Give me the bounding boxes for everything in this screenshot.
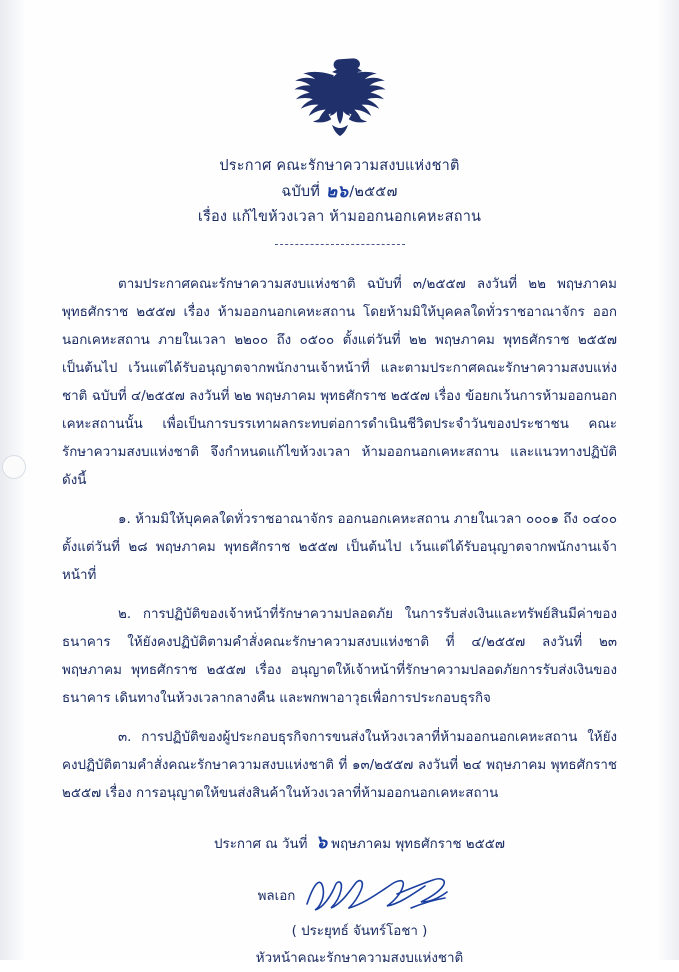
signature-mark bbox=[301, 874, 451, 920]
issue-suffix: /๒๕๕๗ bbox=[349, 184, 398, 200]
paragraph-clause-1: ๑. ห้ามมิให้บุคคลใดทั่วราชอาณาจักร ออกนอกเคหะสถาน ภายในเวลา ๐๐๐๑ ถึง ๐๔๐๐ ตั้งแต่วันที่ ๒๘ พฤษภาคม พุทธศักราช ๒๕๕๗ เป็นต้นไป เว้นแต่ได้รับอนุญาตจากพนักงานเจ้าหน้าที่ bbox=[62, 512, 617, 583]
spacer bbox=[62, 592, 617, 601]
signature-block bbox=[62, 830, 617, 972]
date-day-handwritten: ๖ bbox=[315, 832, 328, 853]
rank-label: พลเอก bbox=[257, 889, 296, 904]
issue-number-handwritten: ๒๖ bbox=[325, 182, 349, 202]
signer-position: หัวหน้าคณะรักษาความสงบแห่งชาติ bbox=[255, 951, 464, 966]
punch-hole bbox=[2, 455, 26, 479]
divider-rule bbox=[275, 244, 405, 245]
rank-and-signature-row bbox=[62, 874, 617, 912]
issue-line bbox=[281, 179, 397, 205]
date-suffix: พฤษภาคม พุทธศักราช ๒๕๕๗ bbox=[331, 837, 505, 852]
issue-prefix: ฉบับที่ bbox=[281, 184, 325, 200]
signer-name: ( ประยุทธ์ จันทร์โอชา ) bbox=[291, 924, 428, 939]
emblem-container bbox=[62, 0, 617, 140]
date-prefix: ประกาศ ณ วันที่ bbox=[214, 837, 312, 852]
paragraph-intro: ตามประกาศคณะรักษาความสงบแห่งชาติ ฉบับที่ ๓/๒๕๕๗ ลงวันที่ ๒๒ พฤษภาคม พุทธศักราช ๒๕๕๗ เรื่อง ห้ามออกนอกเคหะสถาน โดยห้ามมิให้บุคคลใดทั่วราชอาณาจักร ออกนอกเคหะสถาน ภายในเวลา ๒๒๐๐ ถึง ๐๕๐๐ ตั้งแต่วันที่ ๒๒ พฤษภาคม พุทธศักราช ๒๕๕๗ เป็นต้นไป เว้นแต่ได้รับอนุญาตจากพนักงานเจ้าหน้าที่ และตามประกาศคณะรักษาความสงบแห่งชาติ ฉบับที่ ๔/๒๕๕๗ ลงวันที่ ๒๒ พฤษภาคม พุทธศักราช ๒๕๕๗ เรื่อง ข้อยกเว้นการห้ามออกนอกเคหะสถานนั้น เพื่อเป็นการบรรเทาผลกระทบต่อการดำเนินชีวิตประจำวันของประชาชน คณะรักษาความสงบแห่งชาติ จึงกำหนดแก้ไขห้วงเวลา ห้ามออกนอกเคหะสถาน และแนวทางปฏิบัติ ดังนี้ bbox=[62, 277, 617, 488]
spacer bbox=[62, 497, 617, 506]
announcement-date-line bbox=[62, 830, 617, 858]
announcement-title: ประกาศ คณะรักษาความสงบแห่งชาติ bbox=[219, 158, 460, 174]
paragraph-clause-3: ๓. การปฏิบัติของผู้ประกอบธุรกิจการขนส่งในห้วงเวลาที่ห้ามออกนอกเคหะสถาน ให้ยังคงปฏิบัติตามคำสั่งคณะรักษาความสงบแห่งชาติ ที่ ๑๓/๒๕๕๗ ลงวันที่ ๒๔ พฤษภาคม พุทธศักราช ๒๕๕๗ เรื่อง การอนุญาตให้ขนส่งสินค้าในห้วงเวลาที่ห้ามออกนอกเคหะสถาน bbox=[62, 730, 617, 801]
paragraph-clause-2: ๒. การปฏิบัติของเจ้าหน้าที่รักษาความปลอดภัย ในการรับส่งเงินและทรัพย์สินมีค่าของธนาคาร ให้ยังคงปฏิบัติตามคำสั่งคณะรักษาความสงบแห่งชาติ ที่ ๔/๒๕๕๗ ลงวันที่ ๒๓ พฤษภาคม พุทธศักราช ๒๕๕๗ เรื่อง อนุญาตให้เจ้าหน้าที่รักษาความปลอดภัยการรับส่งเงินของธนาคาร เดินทางในห้วงเวลากลางคืน และพกพาอาวุธเพื่อการประกอบธุรกิจ bbox=[62, 607, 617, 706]
scan-shadow-left bbox=[0, 0, 26, 960]
subject-line: เรื่อง แก้ไขห้วงเวลา ห้ามออกนอกเคหะสถาน bbox=[197, 209, 482, 225]
garuda-emblem bbox=[292, 56, 388, 140]
spacer bbox=[62, 715, 617, 724]
scan-shadow-right bbox=[657, 0, 679, 960]
document-heading bbox=[62, 154, 617, 245]
document-body bbox=[62, 271, 617, 808]
